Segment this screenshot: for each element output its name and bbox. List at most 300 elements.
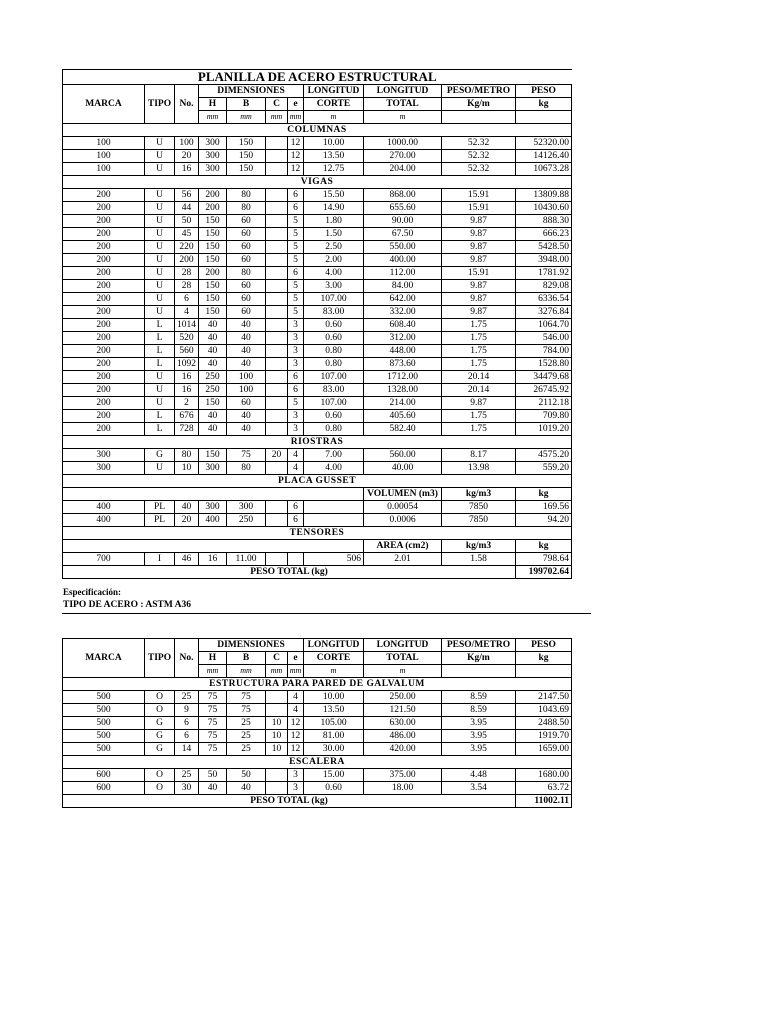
- cell-dim-h: 150: [199, 228, 227, 241]
- cell-dim-h: 75: [199, 743, 227, 756]
- cell-tipo: U: [145, 384, 175, 397]
- cell-cantidad: 80: [175, 449, 199, 462]
- total-label: PESO TOTAL (kg): [63, 566, 516, 579]
- cell-peso: 666.23: [516, 228, 572, 241]
- cell-peso: 1781.92: [516, 267, 572, 280]
- cell-dim-h: 150: [199, 293, 227, 306]
- cell-longitud-corte: 15.00: [304, 769, 364, 782]
- section-tensores: TENSORES: [63, 527, 572, 540]
- cell-longitud-corte: 13.50: [304, 704, 364, 717]
- cell-longitud-corte: [304, 501, 364, 514]
- header-longitud-corte: LONGITUD: [304, 639, 364, 652]
- table-row: [63, 306, 572, 319]
- section-vigas: VIGAS: [63, 176, 572, 189]
- cell-peso-metro: 3.95: [442, 743, 516, 756]
- cell-peso-metro: 9.87: [442, 241, 516, 254]
- cell-blank: [63, 540, 364, 553]
- cell-dim-c: 10: [266, 730, 288, 743]
- cell-peso-metro: 52.32: [442, 137, 516, 150]
- cell-dim-e: 12: [288, 137, 304, 150]
- cell-peso: 709.80: [516, 410, 572, 423]
- cell-cantidad: 220: [175, 241, 199, 254]
- cell-dim-h: 50: [199, 769, 227, 782]
- cell-peso: 52320.00: [516, 137, 572, 150]
- cell-cantidad: 9: [175, 704, 199, 717]
- cell-dim-c: [266, 293, 288, 306]
- cell-dim-c: [266, 501, 288, 514]
- cell-dim-c: [266, 137, 288, 150]
- cell-dim-c: [266, 782, 288, 795]
- cell-tipo: L: [145, 319, 175, 332]
- total-label: PESO TOTAL (kg): [63, 795, 516, 808]
- cell-dim-e: 5: [288, 215, 304, 228]
- cell-tipo: I: [145, 553, 175, 566]
- cell-tipo: U: [145, 215, 175, 228]
- cell-longitud-total: 332.00: [364, 306, 442, 319]
- table-row: [63, 215, 572, 228]
- cell-longitud-corte: 0.80: [304, 423, 364, 436]
- cell-dim-c: [266, 384, 288, 397]
- cell-cantidad: 10: [175, 462, 199, 475]
- header-peso-metro: PESO/METRO: [442, 639, 516, 652]
- cell-peso: 2112.18: [516, 397, 572, 410]
- total-value: 199702.64: [516, 566, 572, 579]
- cell-longitud-corte: 81.00: [304, 730, 364, 743]
- cell-dim-e: 3: [288, 358, 304, 371]
- header-peso: PESO: [516, 639, 572, 652]
- header-c: C: [266, 652, 288, 665]
- header-no: No.: [175, 85, 199, 124]
- cell-peso-metro: 13.98: [442, 462, 516, 475]
- cell-peso-metro: 1.75: [442, 332, 516, 345]
- cell-dim-e: 4: [288, 691, 304, 704]
- cell-dim-b: 100: [227, 371, 266, 384]
- cell-longitud-total: 2.01: [364, 553, 442, 566]
- table-row: [63, 704, 572, 717]
- cell-dim-b: 80: [227, 202, 266, 215]
- table-row: [63, 514, 572, 527]
- cell-marca: 200: [63, 332, 145, 345]
- header-corte: CORTE: [304, 98, 364, 111]
- cell-dim-b: 80: [227, 462, 266, 475]
- cell-dim-b: 40: [227, 423, 266, 436]
- cell-longitud-total: 250.00: [364, 691, 442, 704]
- unit-blank: [516, 111, 572, 124]
- cell-dim-e: 6: [288, 371, 304, 384]
- cell-longitud-total: 270.00: [364, 150, 442, 163]
- unit-blank: [442, 111, 516, 124]
- cell-dim-h: 150: [199, 397, 227, 410]
- cell-peso-metro: 1.75: [442, 345, 516, 358]
- cell-marca: 200: [63, 267, 145, 280]
- cell-longitud-total: 400.00: [364, 254, 442, 267]
- cell-longitud-total: 312.00: [364, 332, 442, 345]
- cell-peso-metro: 9.87: [442, 228, 516, 241]
- cell-dim-h: 300: [199, 163, 227, 176]
- unit-mm: mm: [288, 665, 304, 678]
- cell-peso: 3948.00: [516, 254, 572, 267]
- total-row: [63, 795, 572, 808]
- cell-cantidad: 44: [175, 202, 199, 215]
- cell-dim-h: 400: [199, 514, 227, 527]
- cell-dim-h: 75: [199, 730, 227, 743]
- cell-peso: 14126.40: [516, 150, 572, 163]
- cell-longitud-total: 582.40: [364, 423, 442, 436]
- header-volumen: VOLUMEN (m3): [364, 488, 442, 501]
- cell-longitud-corte: 3.00: [304, 280, 364, 293]
- cell-peso-metro: 20.14: [442, 384, 516, 397]
- cell-tipo: U: [145, 241, 175, 254]
- cell-dim-h: 75: [199, 704, 227, 717]
- cell-longitud-corte: 1.80: [304, 215, 364, 228]
- cell-peso: 829.08: [516, 280, 572, 293]
- cell-marca: 200: [63, 319, 145, 332]
- cell-marca: 200: [63, 202, 145, 215]
- table-row: [63, 462, 572, 475]
- cell-dim-e: 3: [288, 345, 304, 358]
- table-row: [63, 449, 572, 462]
- cell-longitud-total: 18.00: [364, 782, 442, 795]
- table-title: PLANILLA DE ACERO ESTRUCTURAL: [63, 70, 572, 85]
- cell-dim-h: 40: [199, 782, 227, 795]
- unit-m: m: [364, 111, 442, 124]
- header-b: B: [227, 98, 266, 111]
- cell-marca: 400: [63, 514, 145, 527]
- cell-dim-h: 300: [199, 150, 227, 163]
- cell-longitud-corte: 0.80: [304, 345, 364, 358]
- cell-longitud-total: 448.00: [364, 345, 442, 358]
- cell-dim-b: 40: [227, 410, 266, 423]
- cell-longitud-corte: 107.00: [304, 371, 364, 384]
- cell-peso: 1659.00: [516, 743, 572, 756]
- cell-peso-metro: 9.87: [442, 293, 516, 306]
- header-marca: MARCA: [63, 85, 145, 124]
- cell-dim-e: 3: [288, 332, 304, 345]
- table-row: [63, 782, 572, 795]
- cell-dim-c: [266, 410, 288, 423]
- cell-longitud-total: 873.60: [364, 358, 442, 371]
- cell-tipo: U: [145, 280, 175, 293]
- cell-marca: 300: [63, 462, 145, 475]
- cell-dim-e: 12: [288, 743, 304, 756]
- cell-tipo: PL: [145, 514, 175, 527]
- cell-dim-c: [266, 241, 288, 254]
- cell-dim-e: 6: [288, 384, 304, 397]
- unit-m: m: [304, 665, 364, 678]
- cell-dim-e: 4: [288, 462, 304, 475]
- table-row: [63, 717, 572, 730]
- total-value: 11002.11: [516, 795, 572, 808]
- cell-dim-e: 6: [288, 267, 304, 280]
- cell-tipo: U: [145, 267, 175, 280]
- cell-marca: 600: [63, 782, 145, 795]
- cell-dim-c: 10: [266, 743, 288, 756]
- cell-marca: 200: [63, 306, 145, 319]
- cell-longitud-total: 655.60: [364, 202, 442, 215]
- cell-longitud-total: 486.00: [364, 730, 442, 743]
- cell-longitud-corte: 0.80: [304, 358, 364, 371]
- cell-dim-b: 25: [227, 717, 266, 730]
- cell-dim-b: 150: [227, 150, 266, 163]
- header-c: C: [266, 98, 288, 111]
- cell-dim-b: 250: [227, 514, 266, 527]
- cell-longitud-total: 1000.00: [364, 137, 442, 150]
- cell-dim-h: 40: [199, 332, 227, 345]
- header-kgm3: kg/m3: [442, 488, 516, 501]
- section-row: [63, 124, 572, 137]
- cell-longitud-total: 405.60: [364, 410, 442, 423]
- cell-peso-metro: 3.95: [442, 730, 516, 743]
- cell-dim-c: [266, 150, 288, 163]
- cell-dim-b: 11.00: [227, 553, 266, 566]
- cell-cantidad: 1014: [175, 319, 199, 332]
- cell-peso: 6336.54: [516, 293, 572, 306]
- cell-tipo: O: [145, 704, 175, 717]
- cell-peso-metro: 8.59: [442, 691, 516, 704]
- cell-peso-metro: 9.87: [442, 254, 516, 267]
- cell-longitud-corte: 0.60: [304, 782, 364, 795]
- cell-marca: 500: [63, 704, 145, 717]
- cell-tipo: U: [145, 189, 175, 202]
- cell-dim-b: 25: [227, 730, 266, 743]
- cell-tipo: U: [145, 228, 175, 241]
- table-row: [63, 332, 572, 345]
- cell-dim-e: 6: [288, 189, 304, 202]
- cell-cantidad: 100: [175, 137, 199, 150]
- cell-longitud-corte: 1.50: [304, 228, 364, 241]
- cell-dim-b: 40: [227, 358, 266, 371]
- cell-peso: 1064.70: [516, 319, 572, 332]
- cell-longitud-total: 1712.00: [364, 371, 442, 384]
- cell-peso: 798.64: [516, 553, 572, 566]
- cell-marca: 500: [63, 691, 145, 704]
- cell-dim-b: 40: [227, 782, 266, 795]
- header-e: e: [288, 652, 304, 665]
- cell-cantidad: 40: [175, 501, 199, 514]
- cell-tipo: L: [145, 410, 175, 423]
- cell-dim-b: 60: [227, 254, 266, 267]
- cell-dim-c: [266, 358, 288, 371]
- cell-tipo: L: [145, 332, 175, 345]
- cell-peso-metro: 15.91: [442, 189, 516, 202]
- cell-longitud-total: 642.00: [364, 293, 442, 306]
- cell-dim-c: [266, 202, 288, 215]
- cell-marca: 300: [63, 449, 145, 462]
- steel-type: TIPO DE ACERO : ASTM A36: [63, 600, 192, 610]
- cell-peso-metro: 8.17: [442, 449, 516, 462]
- header-kg: kg: [516, 540, 572, 553]
- header-total: TOTAL: [364, 98, 442, 111]
- cell-marca: 500: [63, 730, 145, 743]
- cell-longitud-corte: 7.00: [304, 449, 364, 462]
- table-row: [63, 371, 572, 384]
- cell-dim-h: 300: [199, 501, 227, 514]
- cell-longitud-total: 420.00: [364, 743, 442, 756]
- section-galvalum: ESTRUCTURA PARA PARED DE GALVALUM: [63, 678, 572, 691]
- cell-longitud-corte: 10.00: [304, 137, 364, 150]
- header-kg: kg: [516, 488, 572, 501]
- cell-cantidad: 520: [175, 332, 199, 345]
- table-row: [63, 743, 572, 756]
- cell-cantidad: 25: [175, 769, 199, 782]
- cell-dim-h: 16: [199, 553, 227, 566]
- cell-longitud-corte: 13.50: [304, 150, 364, 163]
- cell-dim-b: 300: [227, 501, 266, 514]
- galvalum-schedule-body: [63, 639, 572, 808]
- cell-cantidad: 1092: [175, 358, 199, 371]
- header-h: H: [199, 98, 227, 111]
- cell-marca: 200: [63, 241, 145, 254]
- cell-dim-e: 12: [288, 150, 304, 163]
- cell-longitud-corte: 2.50: [304, 241, 364, 254]
- cell-peso-metro: 9.87: [442, 280, 516, 293]
- cell-dim-b: 40: [227, 332, 266, 345]
- cell-peso-metro: 15.91: [442, 267, 516, 280]
- cell-dim-e: 3: [288, 423, 304, 436]
- cell-dim-e: 12: [288, 717, 304, 730]
- cell-longitud-corte: 83.00: [304, 306, 364, 319]
- table-row: [63, 553, 572, 566]
- cell-cantidad: 16: [175, 163, 199, 176]
- cell-cantidad: 676: [175, 410, 199, 423]
- cell-dim-b: 25: [227, 743, 266, 756]
- cell-dim-e: 3: [288, 410, 304, 423]
- cell-longitud-corte: 15.50: [304, 189, 364, 202]
- cell-longitud-corte: 14.90: [304, 202, 364, 215]
- cell-peso: 63.72: [516, 782, 572, 795]
- cell-tipo: L: [145, 345, 175, 358]
- cell-dim-b: 75: [227, 691, 266, 704]
- cell-longitud-total: 608.40: [364, 319, 442, 332]
- cell-dim-c: [266, 189, 288, 202]
- cell-tipo: PL: [145, 501, 175, 514]
- cell-dim-e: 12: [288, 730, 304, 743]
- cell-tipo: U: [145, 150, 175, 163]
- cell-peso: 1919.70: [516, 730, 572, 743]
- cell-marca: 100: [63, 150, 145, 163]
- header-area: AREA (cm2): [364, 540, 442, 553]
- section-row: [63, 436, 572, 449]
- cell-peso-metro: 1.58: [442, 553, 516, 566]
- cell-dim-h: 150: [199, 241, 227, 254]
- cell-dim-h: 150: [199, 215, 227, 228]
- cell-peso: 546.00: [516, 332, 572, 345]
- table-row: [63, 202, 572, 215]
- cell-peso: 10673.28: [516, 163, 572, 176]
- cell-tipo: G: [145, 730, 175, 743]
- cell-peso-metro: 9.87: [442, 215, 516, 228]
- section-row: [63, 475, 572, 488]
- cell-peso: 5428.50: [516, 241, 572, 254]
- cell-dim-c: [266, 423, 288, 436]
- cell-dim-e: 3: [288, 769, 304, 782]
- cell-peso: 2488.50: [516, 717, 572, 730]
- table-row: [63, 358, 572, 371]
- cell-tipo: U: [145, 293, 175, 306]
- cell-longitud-corte: 12.75: [304, 163, 364, 176]
- sub-header-row: [63, 540, 572, 553]
- cell-dim-e: 3: [288, 782, 304, 795]
- unit-m: m: [304, 111, 364, 124]
- cell-dim-b: 60: [227, 280, 266, 293]
- section-escalera: ESCALERA: [63, 756, 572, 769]
- cell-dim-e: 5: [288, 293, 304, 306]
- cell-peso: 169.56: [516, 501, 572, 514]
- cell-peso: 2147.50: [516, 691, 572, 704]
- cell-cantidad: 6: [175, 730, 199, 743]
- cell-peso: 94.20: [516, 514, 572, 527]
- cell-peso: 26745.92: [516, 384, 572, 397]
- cell-dim-c: [266, 397, 288, 410]
- cell-cantidad: 30: [175, 782, 199, 795]
- cell-dim-c: [266, 280, 288, 293]
- cell-dim-c: 20: [266, 449, 288, 462]
- cell-cantidad: 2: [175, 397, 199, 410]
- cell-tipo: G: [145, 449, 175, 462]
- cell-peso: 784.00: [516, 345, 572, 358]
- unit-mm: mm: [288, 111, 304, 124]
- cell-tipo: L: [145, 358, 175, 371]
- cell-dim-b: 60: [227, 215, 266, 228]
- header-tipo: TIPO: [145, 85, 175, 124]
- cell-dim-b: 60: [227, 228, 266, 241]
- cell-dim-b: 75: [227, 449, 266, 462]
- cell-peso: 559.20: [516, 462, 572, 475]
- galvalum-schedule-table: [62, 638, 572, 808]
- cell-longitud-total: 67.50: [364, 228, 442, 241]
- cell-dim-h: 75: [199, 717, 227, 730]
- cell-marca: 200: [63, 397, 145, 410]
- cell-dim-e: 5: [288, 228, 304, 241]
- cell-marca: 500: [63, 717, 145, 730]
- cell-dim-e: 5: [288, 397, 304, 410]
- cell-peso-metro: 20.14: [442, 371, 516, 384]
- cell-peso-metro: 7850: [442, 514, 516, 527]
- cell-cantidad: 45: [175, 228, 199, 241]
- cell-longitud-total: 560.00: [364, 449, 442, 462]
- unit-mm: mm: [266, 111, 288, 124]
- header-peso-metro: PESO/METRO: [442, 85, 516, 98]
- table-row: [63, 423, 572, 436]
- cell-dim-b: 150: [227, 163, 266, 176]
- section-placa-gusset: PLACA GUSSET: [63, 475, 572, 488]
- table-row: [63, 280, 572, 293]
- header-tipo: TIPO: [145, 639, 175, 678]
- cell-cantidad: 4: [175, 306, 199, 319]
- cell-cantidad: 46: [175, 553, 199, 566]
- cell-tipo: O: [145, 782, 175, 795]
- cell-marca: 200: [63, 371, 145, 384]
- cell-tipo: U: [145, 202, 175, 215]
- cell-peso-metro: 1.75: [442, 410, 516, 423]
- header-peso: PESO: [516, 85, 572, 98]
- cell-dim-h: 250: [199, 371, 227, 384]
- header-longitud-total: LONGITUD: [364, 85, 442, 98]
- total-row: [63, 566, 572, 579]
- cell-marca: 700: [63, 553, 145, 566]
- cell-longitud-corte: 107.00: [304, 397, 364, 410]
- table-row: [63, 150, 572, 163]
- cell-marca: 200: [63, 423, 145, 436]
- cell-dim-c: 10: [266, 717, 288, 730]
- cell-longitud-corte: 105.00: [304, 717, 364, 730]
- header-longitud-corte: LONGITUD: [304, 85, 364, 98]
- cell-longitud-corte: 0.60: [304, 319, 364, 332]
- cell-dim-c: [266, 215, 288, 228]
- cell-peso-metro: 1.75: [442, 423, 516, 436]
- cell-tipo: O: [145, 769, 175, 782]
- cell-peso: 1019.20: [516, 423, 572, 436]
